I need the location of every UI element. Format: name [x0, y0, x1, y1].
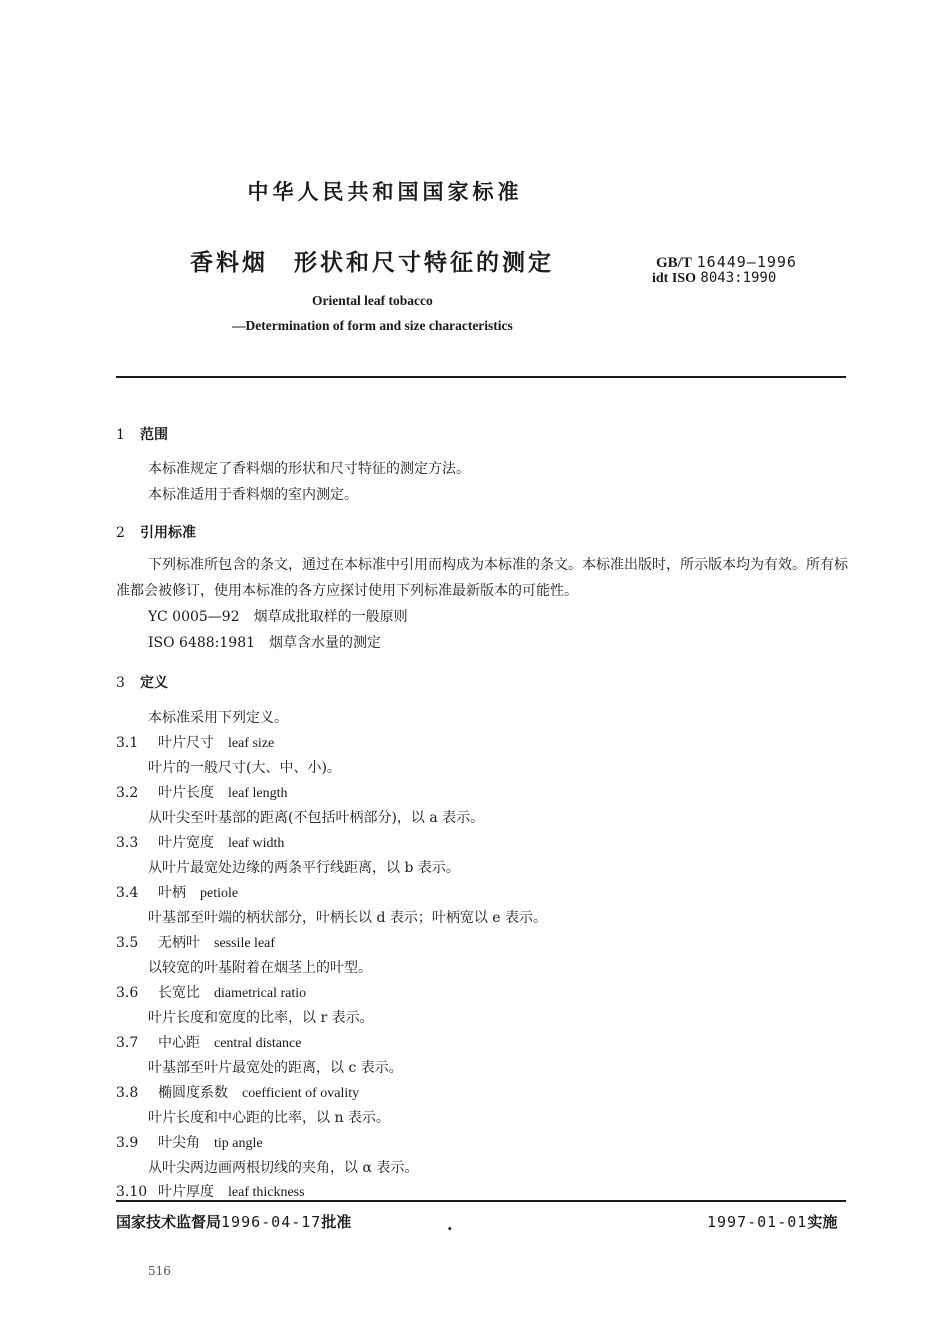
- definition-number: 3.7: [116, 1035, 139, 1051]
- definition-term-en: petiole: [200, 886, 239, 901]
- approval-line: [116, 1211, 351, 1232]
- definition-number: 3.5: [116, 935, 139, 951]
- definition-3-7-description: 叶基部至叶片最宽处的距离，以 c 表示。: [148, 1060, 403, 1076]
- header-divider: [116, 376, 846, 378]
- section-number: 1: [116, 427, 125, 443]
- definition-number: 3.2: [116, 785, 139, 801]
- definition-number: 3.6: [116, 985, 139, 1001]
- definition-number: 3.8: [116, 1085, 139, 1101]
- definitions-intro: 本标准采用下列定义。: [148, 710, 288, 726]
- national-standard-heading: 中华人民共和国国家标准: [247, 179, 523, 204]
- definition-3-5-description: 以较宽的叶基附着在烟茎上的叶型。: [148, 960, 372, 976]
- definition-3-4-description: 叶基部至叶端的柄状部分，叶柄长以 d 表示；叶柄宽以 e 表示。: [148, 910, 548, 926]
- section-2-heading: [116, 522, 196, 542]
- definition-3-9-term: [116, 1132, 263, 1152]
- definition-number: 3.9: [116, 1135, 139, 1151]
- page-number: 516: [148, 1264, 171, 1278]
- section-title: 定义: [140, 675, 168, 691]
- section-title: 引用标准: [140, 525, 196, 541]
- section-number: 3: [116, 675, 125, 691]
- reference-iso-6488: ISO 6488:1981 烟草含水量的测定: [148, 635, 382, 651]
- definition-3-2-description: 从叶尖至叶基部的距离(不包括叶柄部分)，以 a 表示。: [148, 810, 485, 826]
- section-number: 2: [116, 525, 125, 541]
- reference-yc-0005: YC 0005—92 烟草成批取样的一般原则: [148, 609, 408, 625]
- standard-code-prefix: GB/T: [656, 255, 692, 271]
- definition-term-cn: 叶柄: [158, 885, 186, 901]
- definition-term-en: leaf size: [228, 736, 275, 751]
- document-title-en-line2: —Determination of form and size characteristics: [232, 318, 513, 333]
- definition-3-8-term: [116, 1082, 359, 1102]
- definition-term-en: leaf width: [228, 836, 285, 851]
- approval-date: 1996-04-17: [221, 1213, 322, 1231]
- scope-paragraph-1: 本标准规定了香料烟的形状和尺寸特征的测定方法。: [148, 461, 470, 477]
- document-title-en-line1: Oriental leaf tobacco: [312, 293, 433, 308]
- definition-term-cn: 长宽比: [158, 985, 200, 1001]
- definition-3-7-term: [116, 1032, 301, 1052]
- standard-code-number: 16449—1996: [696, 253, 797, 271]
- effective-date: 1997-01-01: [707, 1213, 808, 1231]
- section-title: 范围: [140, 427, 168, 443]
- definition-term-en: sessile leaf: [214, 936, 276, 951]
- definition-number: 3.3: [116, 835, 139, 851]
- definition-3-6-description: 叶片长度和宽度的比率，以 r 表示。: [148, 1010, 374, 1026]
- idt-reference: [652, 270, 776, 287]
- document-title-cn: 香料烟 形状和尺寸特征的测定: [190, 249, 554, 276]
- definition-3-6-term: [116, 982, 306, 1002]
- definition-term-en: coefficient of ovality: [242, 1086, 360, 1101]
- definition-term-cn: 叶尖角: [158, 1135, 200, 1151]
- definition-term-cn: 叶片尺寸: [158, 735, 214, 751]
- footer-dot: .: [447, 1215, 453, 1234]
- effective-line: [707, 1211, 837, 1232]
- definition-term-en: leaf thickness: [228, 1185, 305, 1200]
- definition-term-cn: 叶片宽度: [158, 835, 214, 851]
- definition-number: 3.1: [116, 735, 139, 751]
- definition-term-en: diametrical ratio: [214, 986, 307, 1001]
- issuing-authority: 国家技术监督局: [116, 1213, 222, 1231]
- definition-term-en: central distance: [214, 1036, 302, 1051]
- definition-3-5-term: [116, 932, 275, 952]
- definition-term-cn: 中心距: [158, 1035, 200, 1051]
- approval-label: 批准: [321, 1213, 352, 1231]
- definition-3-3-term: [116, 832, 284, 852]
- definition-3-9-description: 从叶尖两边画两根切线的夹角，以 α 表示。: [148, 1160, 419, 1176]
- section-3-heading: [116, 672, 168, 692]
- definition-3-2-term: [116, 782, 287, 802]
- definition-number: 3.4: [116, 885, 139, 901]
- idt-number: 8043:1990: [700, 270, 777, 286]
- definition-3-10-term: [116, 1181, 305, 1201]
- definition-term-cn: 叶片厚度: [158, 1184, 214, 1200]
- definition-term-en: leaf length: [228, 786, 288, 801]
- definition-number: 3.10: [116, 1184, 148, 1200]
- effective-label: 实施: [807, 1213, 838, 1231]
- idt-prefix: idt ISO: [652, 271, 696, 286]
- definition-term-cn: 椭圆度系数: [158, 1085, 228, 1101]
- definition-term-cn: 叶片长度: [158, 785, 214, 801]
- normative-references-paragraph: 下列标准所包含的条文，通过在本标准中引用而构成为本标准的条文。本标准出版时，所示版本均为有效。所有标准都会被修订，使用本标准的各方应探讨使用下列标准最新版本的可能性。: [116, 557, 848, 599]
- definition-term-cn: 无柄叶: [158, 935, 200, 951]
- definition-term-en: tip angle: [214, 1136, 263, 1151]
- definition-3-1-description: 叶片的一般尺寸(大、中、小)。: [148, 760, 341, 776]
- footer-divider: [116, 1200, 846, 1202]
- definition-3-4-term: [116, 882, 238, 902]
- definition-3-8-description: 叶片长度和中心距的比率，以 n 表示。: [148, 1110, 390, 1126]
- section-1-heading: [116, 424, 168, 444]
- definition-3-1-term: [116, 732, 274, 752]
- scope-paragraph-2: 本标准适用于香料烟的室内测定。: [148, 487, 358, 503]
- definition-3-3-description: 从叶片最宽处边缘的两条平行线距离，以 b 表示。: [148, 860, 460, 876]
